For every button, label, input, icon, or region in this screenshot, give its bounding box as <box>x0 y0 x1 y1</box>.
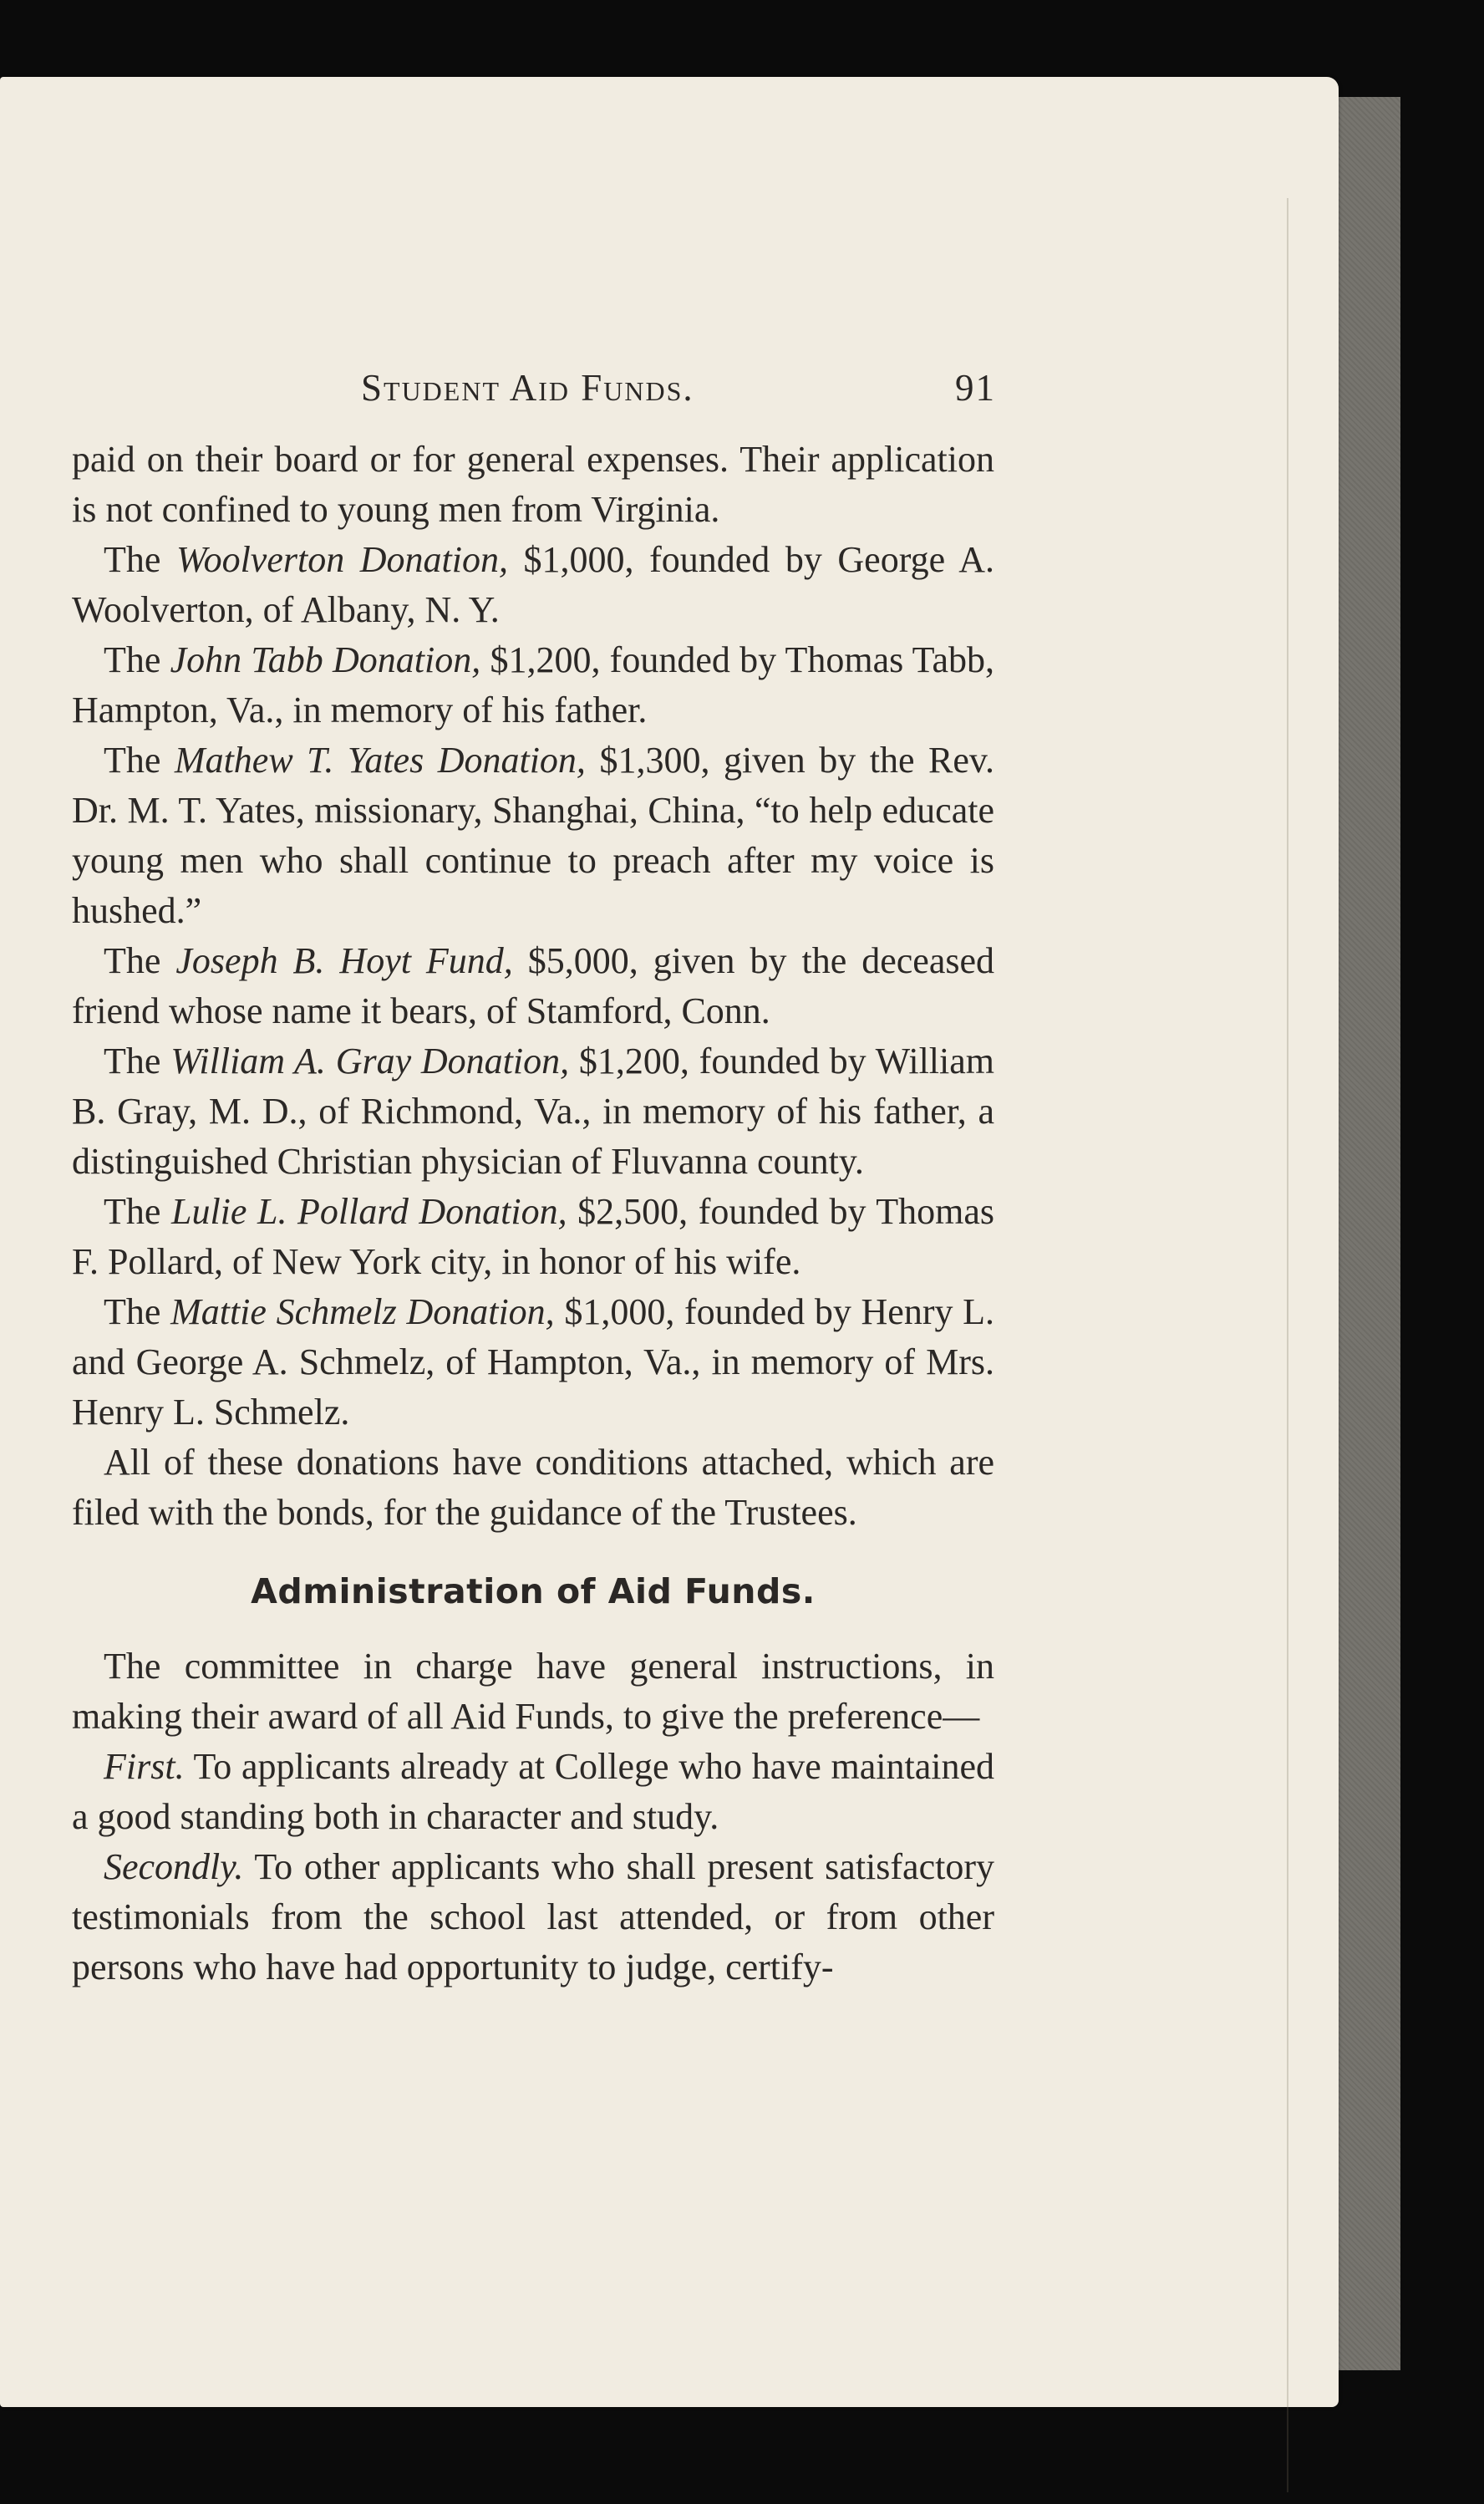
ordinal-label: Secondly. <box>104 1846 244 1887</box>
donation-name: William A. Gray Donation, <box>170 1041 570 1082</box>
paragraph-gray-donation: The William A. Gray Donation, $1,200, founded by William B. Gray, M. D., of Richmond, Va., in memory of his father, a distinguished Christian physician of Fluvanna county. <box>72 1041 995 1182</box>
paragraph-pollard-donation: The Lulie L. Pollard Donation, $2,500, founded by Thomas F. Pollard, of New York city, in honor of his wife. <box>72 1191 995 1282</box>
donation-name: Lulie L. Pollard Donation, <box>170 1191 567 1232</box>
donation-name: John Tabb Donation, <box>170 639 481 680</box>
paragraph-yates-donation: The Mathew T. Yates Donation, $1,300, given by the Rev. Dr. M. T. Yates, missionary, Shanghai, China, “to help educate young men who shall continue to preach after my voice is hushed.” <box>72 740 994 931</box>
section-heading: Administration of Aid Funds. <box>251 1571 816 1611</box>
donation-name: Joseph B. Hoyt Fund, <box>175 940 513 981</box>
paragraph-continuation: paid on their board or for general expenses. Their application is not confined to young men from Virginia. <box>72 439 994 530</box>
page-fold-shadow <box>1287 198 1297 2492</box>
donation-name: Mattie Schmelz Donation, <box>170 1291 555 1332</box>
donation-name: Mathew T. Yates Donation, <box>174 740 586 781</box>
paragraph-john-tabb-donation: The John Tabb Donation, $1,200, founded by Thomas Tabb, Hampton, Va., in memory of his father. <box>72 639 995 730</box>
paragraph-secondly: Secondly. To other applicants who shall present satisfactory testimonials from the school last attended, or from other persons who have had opportunity to judge, certify- <box>72 1846 994 1987</box>
ordinal-label: First. <box>104 1746 185 1787</box>
donation-name: Woolverton Donation, <box>175 539 508 580</box>
running-title: Student Aid Funds. <box>361 367 694 409</box>
paragraph-hoyt-fund: The Joseph B. Hoyt Fund, $5,000, given by the deceased friend whose name it bears, of Stamford, Conn. <box>72 940 995 1031</box>
running-header <box>361 366 996 416</box>
paragraph-schmelz-donation: The Mattie Schmelz Donation, $1,000, founded by Henry L. and George A. Schmelz, of Hampton, Va., in memory of Mrs. Henry L. Schmelz. <box>72 1291 995 1433</box>
paragraph-conditions: All of these donations have conditions attached, which are filed with the bonds, for the guidance of the Trustees. <box>72 1442 994 1533</box>
page-number: 91 <box>955 367 996 409</box>
paragraph-woolverton-donation: The Woolverton Donation, $1,000, founded by George A. Woolverton, of Albany, N. Y. <box>72 539 994 630</box>
page-body <box>72 435 994 1993</box>
paragraph-first: First. To applicants already at College who have maintained a good standing both in character and study. <box>72 1746 994 1837</box>
paragraph-instructions: The committee in charge have general instructions, in making their award of all Aid Funds, to give the preference— <box>72 1646 994 1737</box>
